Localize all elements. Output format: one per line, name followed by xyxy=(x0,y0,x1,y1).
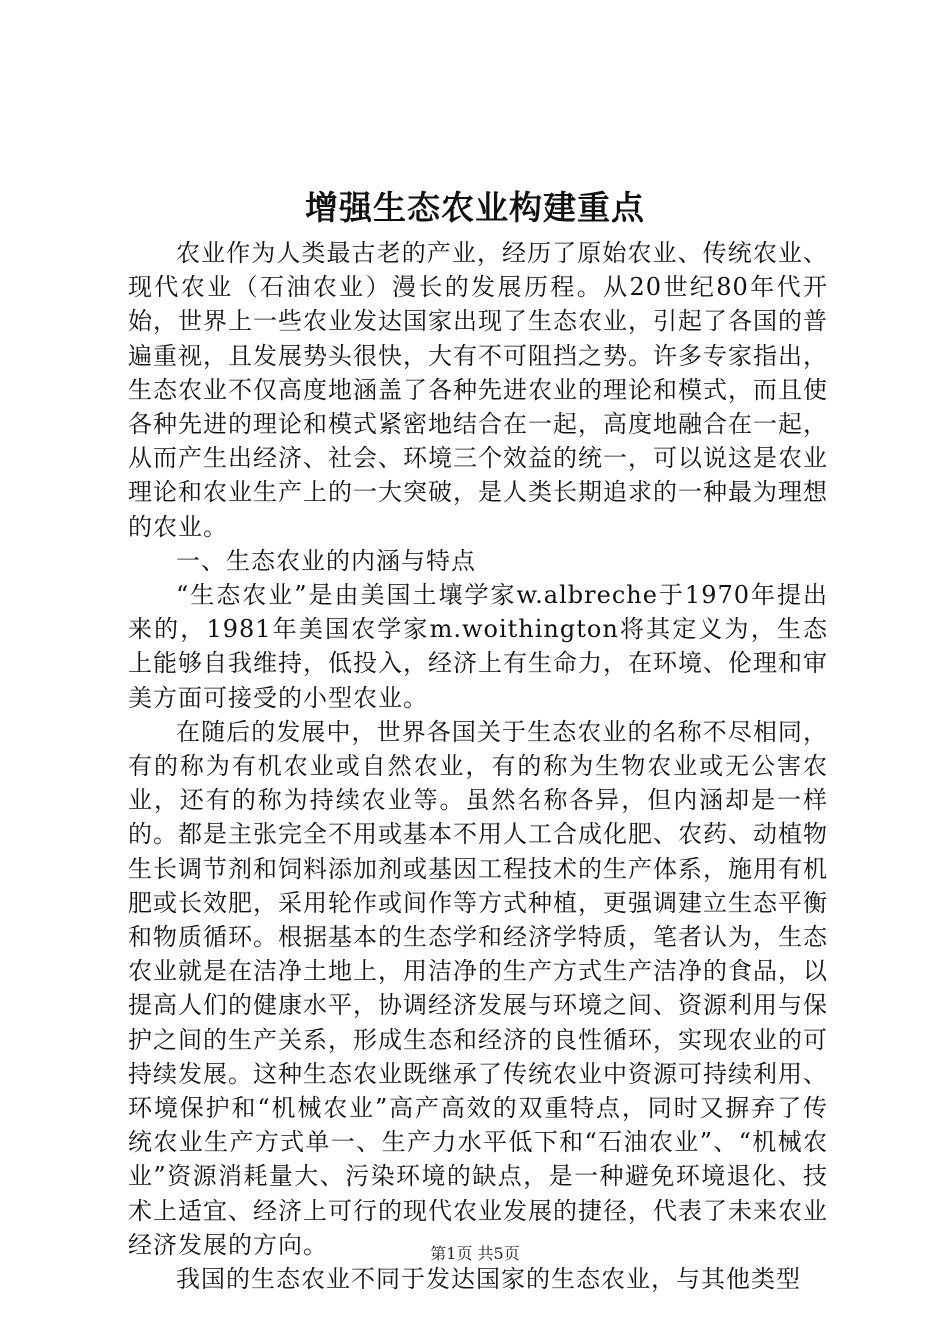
paragraph-china: 我国的生态农业不同于发达国家的生态农业，与其他类型 xyxy=(176,1265,801,1294)
paragraph-definition: “生态农业”是由美国土壤学家w.albreche于1970年提出来的，1981年美国农学家m.woithington将其定义为，生态上能够自我维持，低投入，经济上有生命力，在环境、伦理和审美方面可接受的小型农业。 xyxy=(128,581,828,712)
paragraph-intro: 农业作为人类最古老的产业，经历了原始农业、传统农业、现代农业（石油农业）漫长的发展历程。从20世纪80年代开始，世界上一些农业发达国家出现了生态农业，引起了各国的普遍重视，且发展势头很快，大有不可阻挡之势。许多专家指出，生态农业不仅高度地涵盖了各种先进农业的理论和模式，而且使各种先进的理论和模式紧密地结合在一起，高度地融合在一起，从而产生出经济、社会、环境三个效益的统一，可以说这是农业理论和农业生产上的一大突破，是人类长期追求的一种最为理想的农业。 xyxy=(128,239,828,541)
section-heading: 一、生态农业的内涵与特点 xyxy=(176,546,476,575)
document-body xyxy=(128,236,828,1296)
page-number: 第1页 共5页 xyxy=(430,1244,520,1263)
paragraph-development: 在随后的发展中，世界各国关于生态农业的名称不尽相同，有的称为有机农业或自然农业，有的称为生物农业或无公害农业，还有的称为持续农业等。虽然名称各异，但内涵却是一样的。都是主张完全不用或基本不用人工合成化肥、农药、动植物生长调节剂和饲料添加剂或基因工程技术的生产体系，施用有机肥或长效肥，采用轮作或间作等方式种植，更强调建立生态平衡和物质循环。根据基本的生态学和经济学特质，笔者认为，生态农业就是在洁净土地上，用洁净的生产方式生产洁净的食品，以提高人们的健康水平，协调经济发展与环境之间、资源利用与保护之间的生产关系，形成生态和经济的良性循环，实现农业的可持续发展。这种生态农业既继承了传统农业中资源可持续利用、环境保护和“机械农业”高产高效的双重特点，同时又摒弃了传统农业生产方式单一、生产力水平低下和“石油农业”、“机械农业”资源消耗量大、污染环境的缺点，是一种避免环境退化、技术上适宜、经济上可行的现代农业发展的捷径，代表了未来农业经济发展的方向。 xyxy=(128,717,828,1259)
document-title: 增强生态农业构建重点 xyxy=(305,188,645,227)
